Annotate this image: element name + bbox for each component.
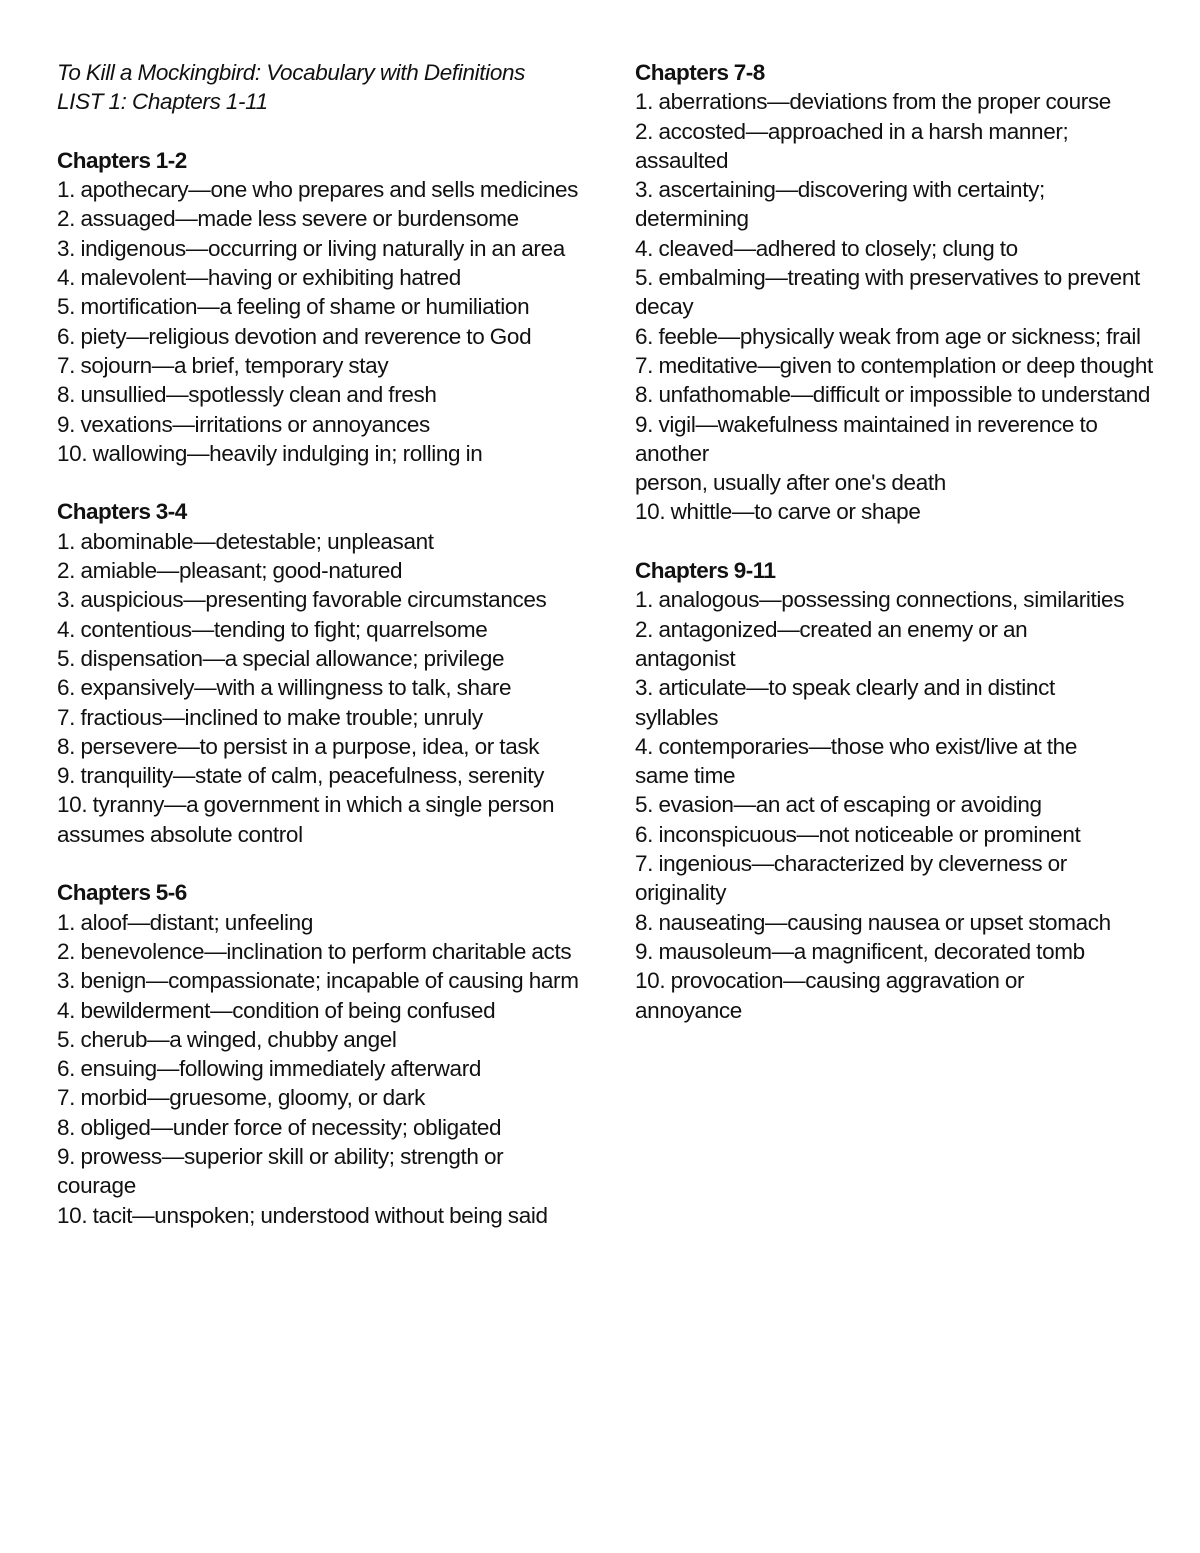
vocab-entry (57, 703, 577, 732)
vocab-entry-line: 8. unfathomable—difficult or impossible to understand (635, 382, 1151, 408)
vocab-entry-line: 9. prowess—superior skill or ability; strength or (57, 1143, 504, 1169)
vocab-entry (57, 234, 577, 263)
vocab-entry (57, 439, 577, 468)
vocab-entry-line: 4. bewilderment—condition of being confused (57, 997, 496, 1023)
vocab-section (57, 146, 577, 468)
vocab-entry (635, 849, 1165, 908)
vocab-entry-line: 10. whittle—to carve or shape (635, 499, 921, 525)
vocab-entry-line: 4. malevolent—having or exhibiting hatred (57, 265, 461, 291)
vocab-entry-line: 2. assuaged—made less severe or burdensome (57, 206, 519, 232)
vocab-section (57, 497, 577, 849)
vocab-entry (57, 673, 577, 702)
vocab-entry-line: annoyance (635, 997, 742, 1023)
vocab-entry-line: 3. ascertaining—discovering with certainty; (635, 177, 1045, 203)
vocab-entry-line: assumes absolute control (57, 821, 303, 847)
vocab-entry (635, 966, 1165, 1025)
vocab-section (635, 58, 1165, 527)
vocab-entry-line: 6. ensuing—following immediately afterward (57, 1056, 482, 1082)
vocab-entry-line: 7. ingenious—characterized by cleverness or (635, 851, 1067, 877)
left-sections (57, 146, 577, 1230)
vocab-entry (635, 673, 1165, 732)
vocab-entry (635, 585, 1165, 614)
vocab-entry-line: 4. contentious—tending to fight; quarrelsome (57, 616, 488, 642)
vocab-entry-line: 7. meditative—given to contemplation or deep thought (635, 352, 1153, 378)
section-heading: Chapters 1-2 (57, 147, 187, 173)
vocab-entry (57, 937, 577, 966)
section-heading: Chapters 3-4 (57, 499, 187, 525)
vocab-entry (57, 556, 577, 585)
vocab-entry-line: decay (635, 294, 694, 320)
vocab-entry-line: 10. wallowing—heavily indulging in; rolling in (57, 440, 483, 466)
vocab-entry-line: 8. persevere—to persist in a purpose, idea, or task (57, 733, 540, 759)
vocab-entry-line: 8. obliged—under force of necessity; obligated (57, 1114, 502, 1140)
right-column (635, 58, 1165, 1025)
right-sections (635, 58, 1165, 1025)
vocab-entry-line: 9. tranquility—state of calm, peacefulness, serenity (57, 763, 545, 789)
vocab-entry (57, 1025, 577, 1054)
left-column (57, 58, 577, 1230)
vocab-entry-line: 1. aloof—distant; unfeeling (57, 909, 313, 935)
section-heading: Chapters 7-8 (635, 60, 765, 85)
vocab-entry-line: originality (635, 880, 727, 906)
vocab-entry-line: 3. benign—compassionate; incapable of causing harm (57, 968, 579, 994)
vocab-entry (57, 966, 577, 995)
vocab-entry (57, 615, 577, 644)
vocab-entry-line: 3. indigenous—occurring or living naturally in an area (57, 235, 565, 261)
vocab-entry-line: 5. dispensation—a special allowance; privilege (57, 645, 505, 671)
vocab-entry (635, 351, 1165, 380)
section-heading: Chapters 9-11 (635, 558, 776, 584)
vocab-section (635, 556, 1165, 1025)
vocab-entry (635, 410, 1165, 498)
vocab-entry-line: 2. antagonized—created an enemy or an (635, 616, 1028, 642)
vocab-entry (57, 292, 577, 321)
vocab-entry-line: 4. cleaved—adhered to closely; clung to (635, 235, 1018, 261)
document-subtitle: LIST 1: Chapters 1-11 (57, 89, 268, 115)
vocab-entry (57, 263, 577, 292)
vocab-entry (635, 87, 1165, 116)
vocab-entry (57, 527, 577, 556)
vocab-entry (635, 234, 1165, 263)
vocab-entry-line: 5. mortification—a feeling of shame or humiliation (57, 294, 530, 320)
vocab-entry-line: 9. vexations—irritations or annoyances (57, 411, 430, 437)
vocab-entry (57, 996, 577, 1025)
vocab-entry-line: 4. contemporaries—those who exist/live at the (635, 733, 1077, 759)
vocab-entry-line: courage (57, 1173, 136, 1199)
vocab-entry-line: 2. amiable—pleasant; good-natured (57, 558, 403, 584)
vocab-entry (635, 497, 1165, 526)
vocab-entry (57, 908, 577, 937)
vocab-entry-line: 9. vigil—wakefulness maintained in reverence to (635, 411, 1098, 437)
vocab-entry (57, 790, 577, 849)
vocab-entry-line: 5. embalming—treating with preservatives to prevent (635, 265, 1140, 291)
vocab-entry-line: 2. benevolence—inclination to perform charitable acts (57, 938, 572, 964)
vocab-entry-line: 6. inconspicuous—not noticeable or prominent (635, 821, 1081, 847)
vocab-entry (635, 322, 1165, 351)
vocab-entry-line: 1. aberrations—deviations from the proper course (635, 89, 1111, 115)
vocab-entry-line: 7. sojourn—a brief, temporary stay (57, 352, 389, 378)
vocab-entry-line: 2. accosted—approached in a harsh manner; (635, 118, 1069, 144)
vocab-entry (57, 1201, 577, 1230)
vocab-entry (635, 820, 1165, 849)
vocab-entry-line: assaulted (635, 147, 729, 173)
vocab-entry-line: 10. tacit—unspoken; understood without being said (57, 1202, 548, 1228)
vocab-entry (57, 410, 577, 439)
vocab-entry-line: syllables (635, 704, 719, 730)
document-header (57, 58, 577, 117)
vocab-entry-line: 10. provocation—causing aggravation or (635, 968, 1025, 994)
vocab-entry-line: same time (635, 763, 736, 789)
vocab-entry-line: 7. fractious—inclined to make trouble; unruly (57, 704, 483, 730)
vocab-entry-line: 1. abominable—detestable; unpleasant (57, 528, 434, 554)
vocab-entry-line: 5. evasion—an act of escaping or avoiding (635, 792, 1042, 818)
vocab-section (57, 878, 577, 1230)
vocab-entry (635, 117, 1165, 176)
vocab-entry (57, 351, 577, 380)
vocab-entry-line: 7. morbid—gruesome, gloomy, or dark (57, 1085, 425, 1111)
vocab-entry-line: 5. cherub—a winged, chubby angel (57, 1026, 397, 1052)
vocab-entry (57, 761, 577, 790)
vocab-entry (635, 615, 1165, 674)
vocab-entry (635, 263, 1165, 322)
vocab-entry (57, 585, 577, 614)
vocab-entry-line: 10. tyranny—a government in which a single person (57, 792, 555, 818)
vocab-entry (635, 908, 1165, 937)
vocab-entry (57, 1113, 577, 1142)
vocab-entry-line: 8. unsullied—spotlessly clean and fresh (57, 382, 437, 408)
vocab-entry-line: antagonist (635, 645, 736, 671)
vocab-entry-line: 6. feeble—physically weak from age or sickness; frail (635, 323, 1141, 349)
vocab-entry (57, 322, 577, 351)
vocab-entry (57, 204, 577, 233)
vocab-entry (635, 790, 1165, 819)
vocab-entry-line: person, usually after one's death (635, 470, 946, 496)
vocab-entry (635, 380, 1165, 409)
vocab-entry (57, 1083, 577, 1112)
vocab-entry (57, 1054, 577, 1083)
vocab-entry-line: 8. nauseating—causing nausea or upset stomach (635, 909, 1111, 935)
vocab-entry-line: determining (635, 206, 749, 232)
vocab-entry-line: 6. expansively—with a willingness to talk, share (57, 675, 512, 701)
vocab-entry (635, 937, 1165, 966)
section-heading: Chapters 5-6 (57, 880, 187, 906)
vocab-entry-line: another (635, 440, 709, 466)
vocab-entry (635, 175, 1165, 234)
document-title: To Kill a Mockingbird: Vocabulary with Definitions (57, 60, 526, 85)
vocab-entry-line: 3. auspicious—presenting favorable circumstances (57, 587, 547, 613)
vocab-entry-line: 6. piety—religious devotion and reverence to God (57, 323, 532, 349)
vocab-entry (57, 380, 577, 409)
vocab-entry-line: 9. mausoleum—a magnificent, decorated tomb (635, 938, 1085, 964)
vocab-entry (57, 732, 577, 761)
vocab-entry (635, 732, 1165, 791)
vocab-entry-line: 1. apothecary—one who prepares and sells medicines (57, 177, 579, 203)
vocab-entry (57, 644, 577, 673)
vocab-entry-line: 3. articulate—to speak clearly and in distinct (635, 675, 1055, 701)
vocab-entry (57, 1142, 577, 1201)
vocab-entry (57, 175, 577, 204)
vocab-entry-line: 1. analogous—possessing connections, similarities (635, 587, 1125, 613)
